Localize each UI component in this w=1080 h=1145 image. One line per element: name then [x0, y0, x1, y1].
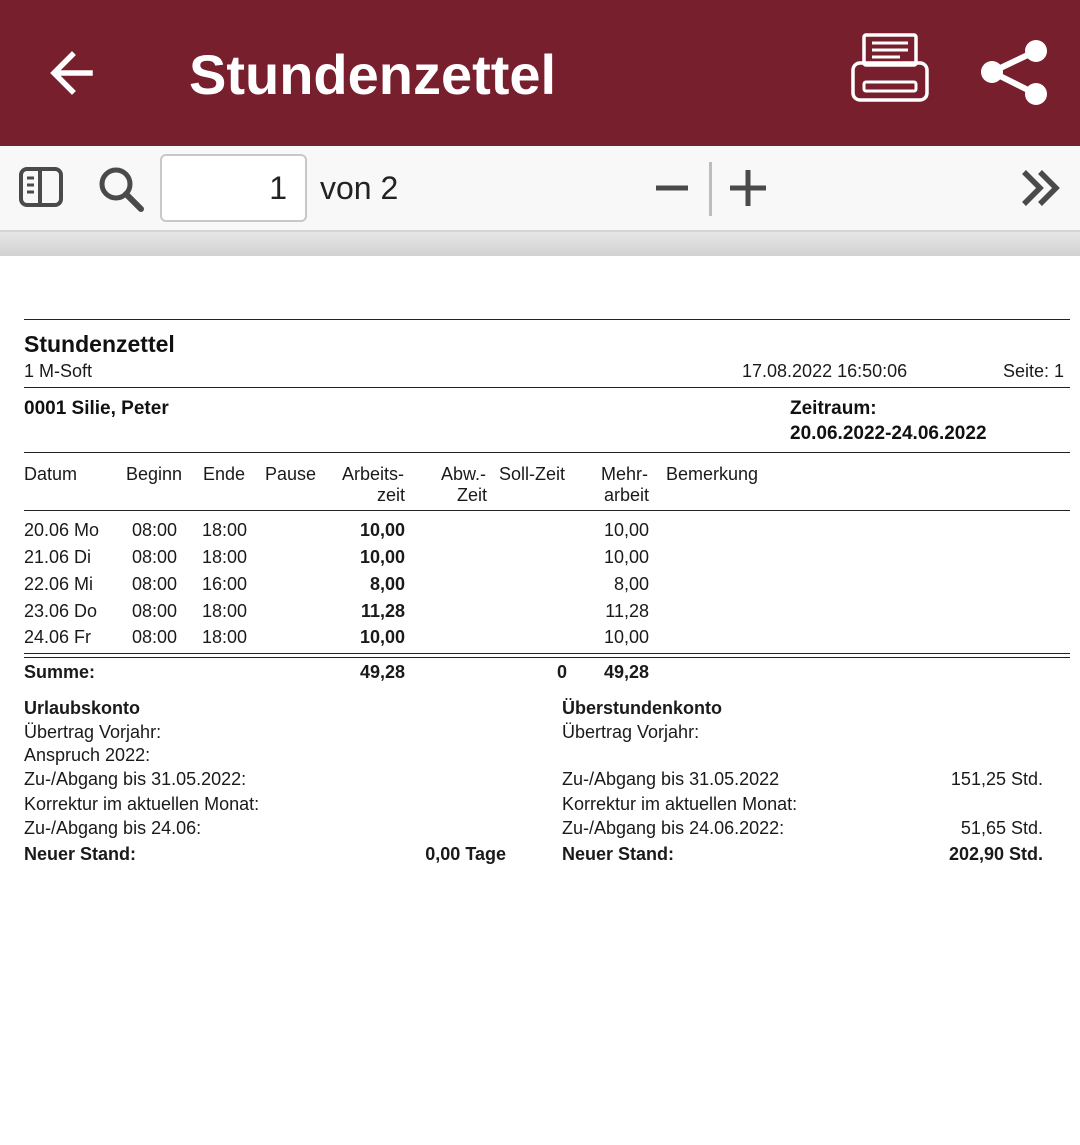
table-row: [0, 600, 1080, 624]
cell-beginn: 08:00: [132, 547, 178, 567]
page-total: von 2: [320, 170, 399, 206]
col-soll-zeit: Soll-Zeit: [499, 464, 566, 484]
divider: [24, 452, 1070, 453]
col-ende: Ende: [203, 464, 246, 484]
vacation-change-june: Zu-/Abgang bis 24.06:: [24, 818, 202, 838]
overtime-change-may-value: 151,25 Std.: [950, 769, 1043, 789]
table-row: [0, 519, 1080, 543]
col-arbeitszeit-line2: zeit: [376, 485, 405, 505]
search-icon[interactable]: [96, 164, 146, 214]
cell-arbeitszeit: 10,00: [359, 520, 405, 540]
cell-arbeitszeit: 11,28: [360, 601, 405, 621]
sum-label: Summe:: [24, 662, 96, 682]
cell-arbeitszeit: 8,00: [369, 574, 405, 594]
cell-ende: 18:00: [202, 601, 248, 621]
cell-datum: 24.06 Fr: [24, 627, 92, 647]
vacation-change-may: Zu-/Abgang bis 31.05.2022:: [24, 769, 247, 789]
vacation-correction: Korrektur im aktuellen Monat:: [24, 794, 260, 814]
company-name: 1 M-Soft: [24, 361, 93, 381]
vacation-account-title: Urlaubskonto: [24, 698, 141, 718]
overtime-carryover: Übertrag Vorjahr:: [562, 722, 700, 742]
double-chevron-right-icon[interactable]: [1018, 166, 1064, 210]
sum-mehrarbeit: 49,28: [603, 662, 649, 682]
col-bemerkung: Bemerkung: [666, 464, 759, 484]
cell-ende: 18:00: [202, 627, 248, 647]
cell-mehrarbeit: 11,28: [605, 601, 649, 621]
report-title: Stundenzettel: [24, 331, 175, 357]
cell-mehrarbeit: 10,00: [603, 520, 649, 540]
col-pause: Pause: [265, 464, 317, 484]
app-bar: [0, 0, 1080, 146]
cell-datum: 23.06 Do: [24, 601, 98, 621]
col-mehrarbeit-line2: arbeit: [603, 485, 649, 505]
app-title: Stundenzettel: [189, 43, 557, 106]
col-abw-line1: Abw.-: [440, 464, 486, 484]
divider: [24, 653, 1070, 654]
vacation-carryover: Übertrag Vorjahr:: [24, 722, 162, 742]
page-number-input[interactable]: [160, 154, 307, 222]
cell-datum: 22.06 Mi: [24, 574, 94, 594]
report-timestamp: 17.08.2022 16:50:06: [742, 361, 908, 381]
cell-beginn: 08:00: [132, 520, 178, 540]
sum-soll-zeit: 0: [556, 662, 567, 682]
cell-arbeitszeit: 10,00: [359, 547, 405, 567]
overtime-change-june-value: 51,65 Std.: [960, 818, 1043, 838]
overtime-correction: Korrektur im aktuellen Monat:: [562, 794, 798, 814]
col-mehrarbeit-line1: Mehr-: [600, 464, 648, 484]
cell-ende: 18:00: [202, 520, 248, 540]
cell-arbeitszeit: 10,00: [359, 627, 405, 647]
toolbar-shadow: [0, 232, 1080, 256]
vacation-new-balance-value: 0,00 Tage: [425, 844, 506, 864]
plus-icon[interactable]: [726, 166, 770, 210]
pdf-toolbar: [0, 146, 1080, 232]
table-row: [0, 626, 1080, 650]
overtime-new-balance-label: Neuer Stand:: [562, 844, 675, 864]
cell-mehrarbeit: 10,00: [603, 547, 649, 567]
cell-beginn: 08:00: [132, 574, 178, 594]
table-row: [0, 546, 1080, 570]
cell-datum: 21.06 Di: [24, 547, 92, 567]
period-value: 20.06.2022-24.06.2022: [790, 423, 987, 444]
cell-datum: 20.06 Mo: [24, 520, 100, 540]
col-abw-line2: Zeit: [456, 485, 487, 505]
sum-arbeitszeit: 49,28: [359, 662, 405, 682]
col-beginn: Beginn: [126, 464, 183, 484]
sidebar-toggle-icon[interactable]: [18, 166, 66, 210]
divider: [24, 387, 1070, 388]
overtime-change-june: Zu-/Abgang bis 24.06.2022:: [562, 818, 785, 838]
cell-ende: 18:00: [202, 547, 248, 567]
cell-beginn: 08:00: [132, 601, 178, 621]
cell-mehrarbeit: 10,00: [603, 627, 649, 647]
col-arbeitszeit-line1: Arbeits-: [341, 464, 404, 484]
overtime-new-balance-value: 202,90 Std.: [948, 844, 1043, 864]
arrow-back-icon[interactable]: [44, 45, 100, 101]
overtime-change-may: Zu-/Abgang bis 31.05.2022: [562, 769, 780, 789]
divider: [24, 657, 1070, 658]
employee-name: 0001 Silie, Peter: [24, 398, 169, 419]
divider: [24, 319, 1070, 320]
zoom-separator: [709, 162, 712, 216]
vacation-entitlement: Anspruch 2022:: [24, 745, 151, 765]
divider: [24, 510, 1070, 511]
minus-icon[interactable]: [652, 168, 692, 208]
vacation-new-balance-label: Neuer Stand:: [24, 844, 137, 864]
cell-beginn: 08:00: [132, 627, 178, 647]
table-row: [0, 573, 1080, 597]
cell-mehrarbeit: 8,00: [613, 574, 649, 594]
col-datum: Datum: [24, 464, 78, 484]
pdf-page: [0, 256, 1080, 1145]
page-label: Seite: 1: [1002, 361, 1064, 381]
period-label: Zeitraum:: [790, 398, 877, 419]
printer-icon[interactable]: [850, 32, 932, 104]
cell-ende: 16:00: [202, 574, 248, 594]
overtime-account-title: Überstundenkonto: [562, 698, 722, 718]
share-icon[interactable]: [976, 38, 1052, 108]
